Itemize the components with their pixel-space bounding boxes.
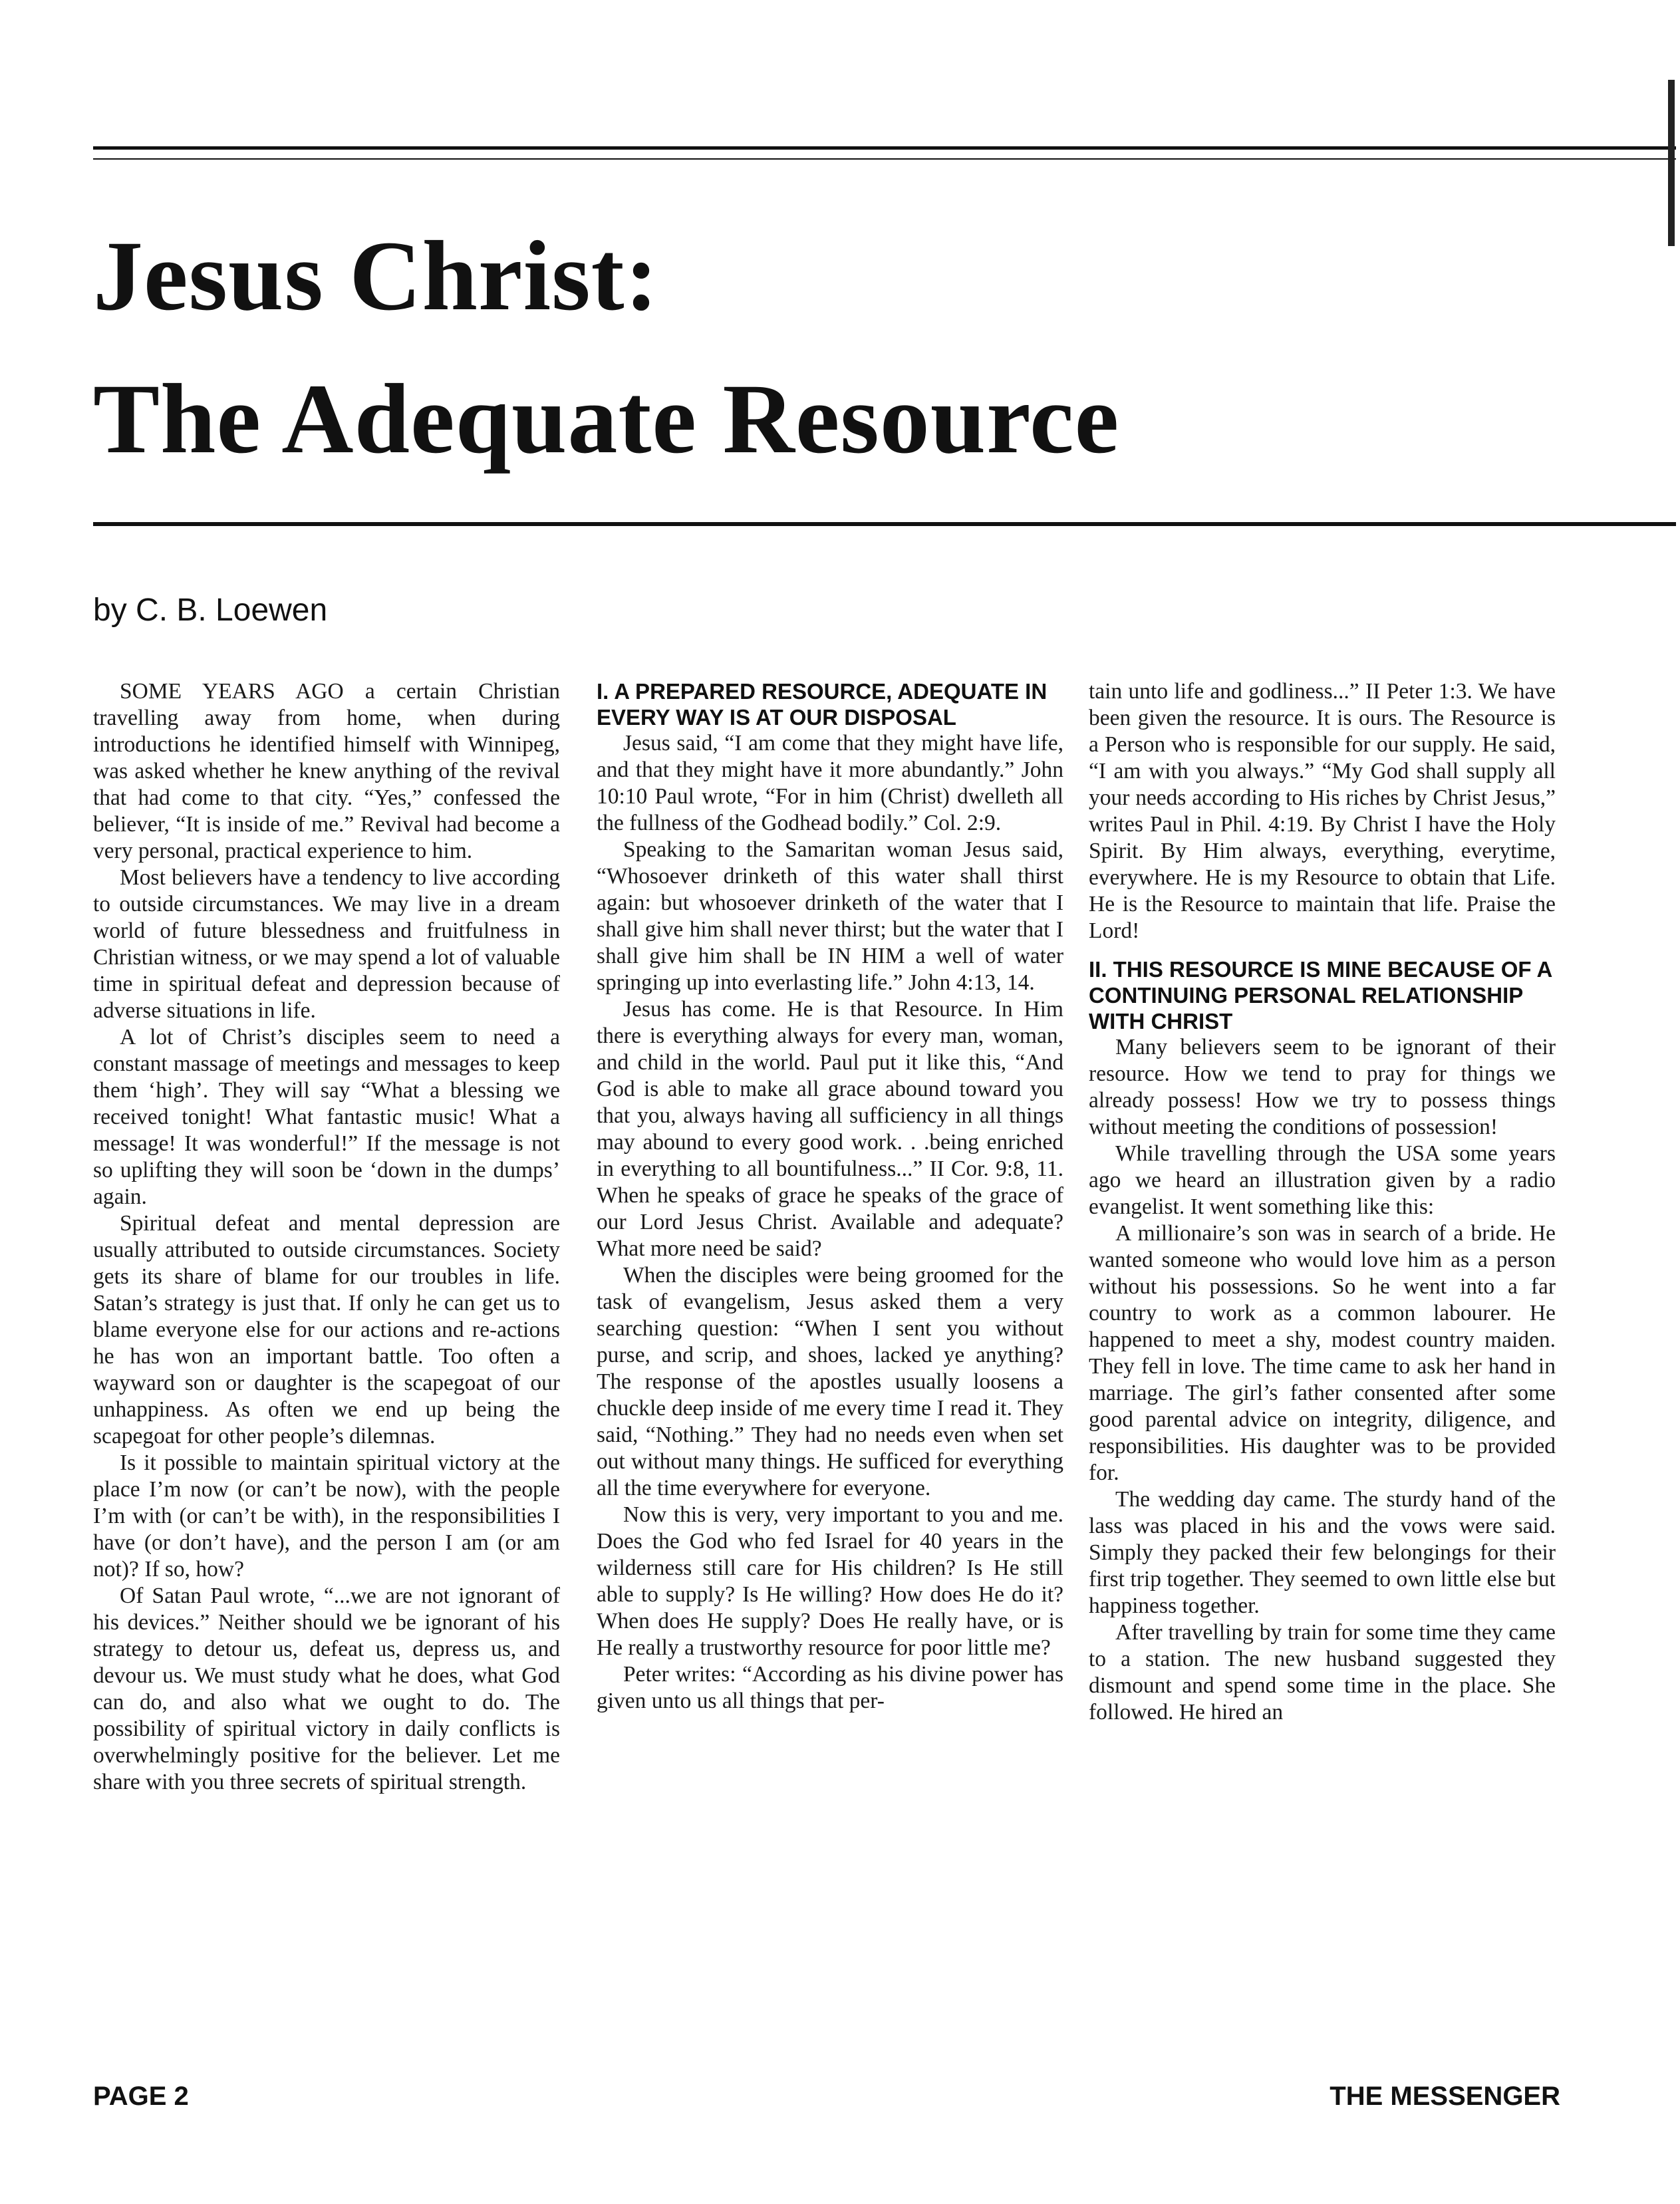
paragraph: Now this is very, very important to you and me. Does the God who fed Israel for 40 years in the wilderness still care for His children? Is He still able to supply? Is He willing? How does He do it? When does He supply? Does He really have, or is He really a trustworthy resource for poor little me? bbox=[597, 1502, 1063, 1660]
paragraph: Most believers have a tendency to live according to outside circumstances. We may live in a dream world of future blessedness and fruitfulness in Christian witness, or we may spend a lot of valuable time in spiritual defeat and depression because of adverse situations in life. bbox=[93, 865, 560, 1023]
paragraph: tain unto life and godliness...” II Peter 1:3. We have been given the resource. It is ours. The Resource is a Person who is responsible for our supply. He said, “I am with you always.” “My God shall supply all your needs according to His riches by Christ Jesus,” writes Paul in Phil. 4:19. By Christ I have the Holy Spirit. By Him always, everything, everytime, everywhere. He is my Resource to obtain that Life. He is the Resource to maintain that life. Praise the Lord! bbox=[1089, 679, 1556, 943]
text-column-1 bbox=[93, 678, 560, 2075]
paragraph: Peter writes: “According as his divine power has given unto us all things that per- bbox=[597, 1662, 1063, 1713]
text-column-3 bbox=[1089, 678, 1556, 2075]
paragraph: Is it possible to maintain spiritual victory at the place I’m now (or can’t be now), with the people I’m with (or can’t be with), in the responsibilities I have (or don’t have), and the person I am (or am not)? If so, how? bbox=[93, 1450, 560, 1582]
title-rule bbox=[93, 522, 1676, 526]
top-rule-thin bbox=[93, 158, 1676, 160]
paragraph: Of Satan Paul wrote, “...we are not ignorant of his devices.” Neither should we be ignorant of his strategy to detour us, defeat us, depress us, and devour us. We must study what he does, what God can do, and also what we ought to do. The possibility of spiritual victory in daily conflicts is overwhelmingly positive for the believer. Let me share with you three secrets of spiritual strength. bbox=[93, 1584, 560, 1794]
publication-name: THE MESSENGER bbox=[1330, 2082, 1560, 2111]
byline: by C. B. Loewen bbox=[93, 593, 328, 628]
paragraph: A millionaire’s son was in search of a bride. He wanted someone who would love him as a person without his possessions. So he went into a far country to work as a common labourer. He happened to meet a shy, modest country maiden. They fell in love. The time came to ask her hand in marriage. The girl’s father consented after some good parental advice on integrity, diligence, and responsibilities. His daughter was to be provided for. bbox=[1089, 1221, 1556, 1485]
paragraph: Jesus has come. He is that Resource. In Him there is everything always for every man, woman, and child in the world. Paul put it like this, “And God is able to make all grace abound toward you that you, always having all sufficiency in all things may abound to every good work. . .being enriched in everything to all bountifulness...” II Cor. 9:8, 11. When he speaks of grace he speaks of the grace of our Lord Jesus Christ. Available and adequate? What more need be said? bbox=[597, 997, 1063, 1261]
paragraph: When the disciples were being groomed for the task of evangelism, Jesus asked them a very searching question: “When I sent you without purse, and scrip, and shoes, lacked ye anything? The response of the apostles usually loosens a chuckle deep inside of me every time I read it. They said, “Nothing.” They had no needs even when set out without many things. He sufficed for everything all the time everywhere for everyone. bbox=[597, 1263, 1063, 1500]
article-title-line-2: The Adequate Resource bbox=[93, 364, 1120, 474]
paragraph: SOME YEARS AGO a certain Christian travelling away from home, when during introductions he identified himself with Winnipeg, was asked whether he knew anything of the revival that had come to that city. “Yes,” confessed the believer, “It is inside of me.” Revival had become a very personal, practical experience to him. bbox=[93, 679, 560, 863]
article-title-line-1: Jesus Christ: bbox=[93, 221, 659, 331]
paragraph: The wedding day came. The sturdy hand of the lass was placed in his and the vows were said. Simply they packed their few belongings for their first trip together. They seemed to own little else but happiness together. bbox=[1089, 1487, 1556, 1618]
paragraph: After travelling by train for some time they came to a station. The new husband suggested they dismount and spend some time in the place. She followed. He hired an bbox=[1089, 1620, 1556, 1724]
paragraph: Many believers seem to be ignorant of their resource. How we tend to pray for things we already possess! How we try to possess things without meeting the conditions of possession! bbox=[1089, 1035, 1556, 1139]
paragraph: A lot of Christ’s disciples seem to need a constant massage of meetings and messages to keep them ‘high’. They will say “What a blessing we received tonight! What fantastic music! What a message! It was wonderful!” If the message is not so uplifting they will soon be ‘down in the dumps’ again. bbox=[93, 1025, 560, 1209]
paragraph: Spiritual defeat and mental depression are usually attributed to outside circumstances. Society gets its share of blame for our troubles in life. Satan’s strategy is just that. If only he can get us to blame everyone else for our actions and re-actions he has won an important battle. Too often a wayward son or daughter is the scapegoat of our unhappiness. As often we end up being the scapegoat for other people’s dilemnas. bbox=[93, 1211, 560, 1448]
paragraph: Speaking to the Samaritan woman Jesus said, “Whosoever drinketh of this water shall thirst again: but whosoever drinketh of the water that I shall give him shall never thirst; but the water that I shall give him shall be IN HIM a well of water springing up into everlasting life.” John 4:13, 14. bbox=[597, 837, 1063, 995]
section-heading-2: II. THIS RESOURCE IS MINE BECAUSE OF A CONTINUING PERSONAL RELATIONSHIP WITH CHRIST bbox=[1089, 957, 1552, 1033]
paragraph: While travelling through the USA some years ago we heard an illustration given by a radio evangelist. It went something like this: bbox=[1089, 1141, 1556, 1219]
paragraph: Jesus said, “I am come that they might have life, and that they might have it more abundantly.” John 10:10 Paul wrote, “For in him (Christ) dwelleth all the fullness of the Godhead bodily.” Col. 2:9. bbox=[597, 731, 1063, 835]
top-rule bbox=[93, 146, 1676, 150]
section-heading-1: I. A PREPARED RESOURCE, ADEQUATE IN EVERY WAY IS AT OUR DISPOSAL bbox=[597, 679, 1048, 730]
page-number: PAGE 2 bbox=[93, 2082, 189, 2111]
text-column-2 bbox=[597, 678, 1063, 2075]
page-edge-mark bbox=[1668, 80, 1675, 246]
